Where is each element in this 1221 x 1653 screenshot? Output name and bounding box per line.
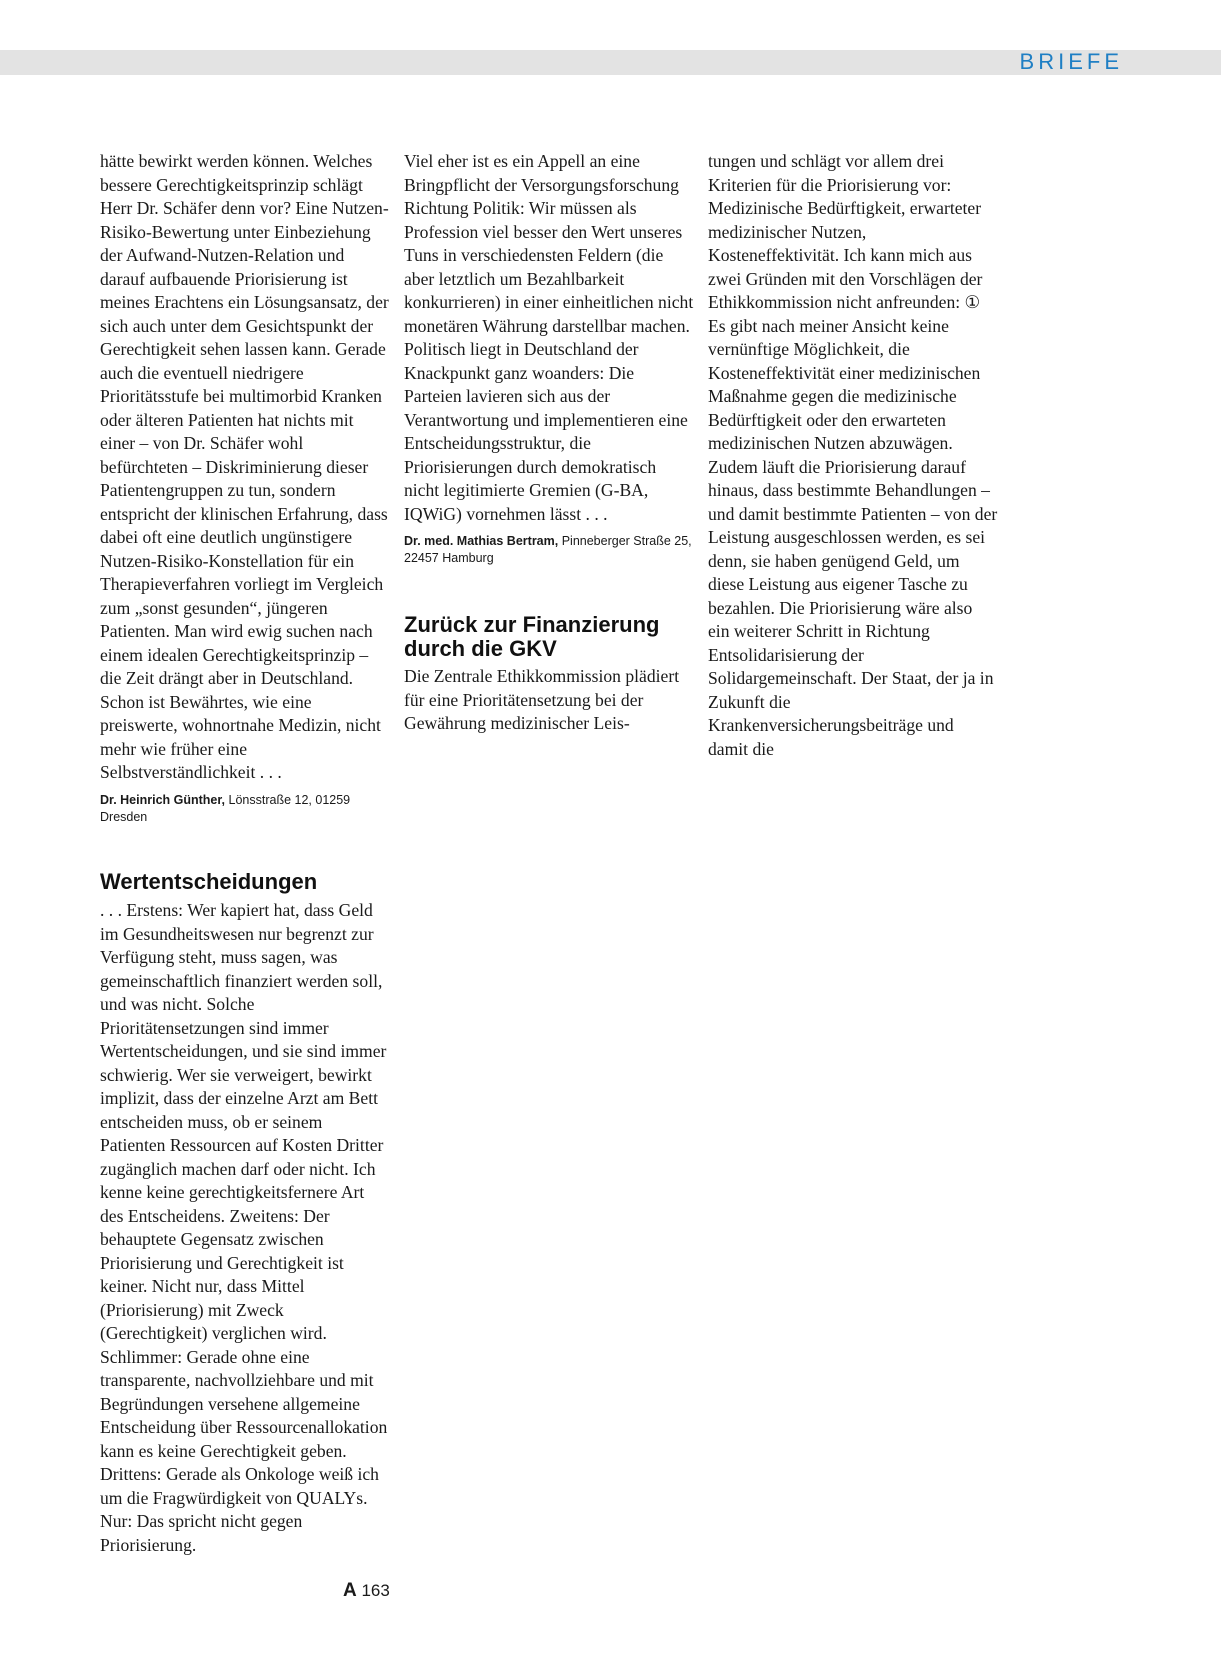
letter-wertentscheidungen [100, 899, 390, 1557]
letter-finanzierung-intro [404, 665, 694, 736]
letter-signature [404, 533, 694, 567]
letter-finanzierung-continued [708, 150, 998, 761]
signature-author: Dr. med. Mathias Bertram, [404, 534, 559, 548]
section-label: BRIEFE [1019, 49, 1123, 74]
page-number-value: 163 [361, 1581, 390, 1600]
letter-body: hätte bewirkt werden können. Welches bessere Gerechtigkeitsprinzip schlägt Herr Dr. Schäfer denn vor? Eine Nutzen-Risiko-Bewertung unter Einbeziehung der Aufwand-Nutzen-Relation und darauf aufbauende Priorisierung ist meines Erachtens ein Lösungsansatz, der sich auch unter dem Gesichtspunkt der Gerechtigkeit sehen lassen kann. Gerade auch die eventuell niedrigere Prioritätsstufe bei multimorbid Kranken oder älteren Patienten hat nichts mit einer – von Dr. Schäfer wohl befürchteten – Diskriminierung dieser Patientengruppen zu tun, sondern entspricht der klinischen Erfahrung, dass dabei oft eine deutlich ungünstigere Nutzen-Risiko-Konstellation für ein Therapieverfahren vorliegt im Vergleich zum „sonst gesunden“, jüngeren Patienten. Man wird ewig suchen nach einem idealen Gerechtigkeitsprinzip – die Zeit drängt aber in Deutschland. Schon ist Bewährtes, wie eine preiswerte, wohnortnahe Medizin, nicht mehr wie früher eine Selbstverständlichkeit . . . [100, 151, 389, 782]
signature-author: Dr. Heinrich Günther, [100, 792, 226, 807]
page-number [343, 1580, 390, 1602]
letter-body: tungen und schlägt vor allem drei Kriterien für die Priorisierung vor: Medizinische Bedürftigkeit, erwarteter medizinischer Nutzen, Kosteneffektivität. Ich kann mich aus zwei Gründen mit den Vorschlägen der Ethikkommission nicht anfreunden: ① Es gibt nach meiner Ansicht keine vernünftige Möglichkeit, die Kosteneffektivität einer medizinischen Maßnahme gegen die medizinische Bedürftigkeit oder den erwarteten medizinischen Nutzen abzuwägen. Zudem läuft die Priorisierung darauf hinaus, dass bestimmte Behandlungen – und damit bestimmte Patienten – von der Leistung ausgeschlossen werden, es sei denn, sie haben genügend Geld, um diese Leistung aus eigener Tasche zu bezahlen. Die Priorisierung wäre also ein weiterer Schritt in Richtung Entsolidarisierung der Solidargemeinschaft. Der Staat, der ja in Zukunft die Krankenversicherungsbeiträge und damit die [708, 151, 998, 759]
letter-gunther [100, 150, 390, 826]
letter-heading: Zurück zur Finanzierung durch die GKV [404, 612, 660, 661]
letter-heading: Wertentscheidungen [100, 869, 318, 894]
signature-address: Pinneberger Straße 25, 22457 Hamburg [404, 534, 692, 565]
signature-address: Lönsstraße 12, 01259 Dresden [100, 792, 351, 824]
letter-bertram [404, 150, 694, 567]
letter-signature [100, 792, 390, 826]
letter-body: Viel eher ist es ein Appell an eine Bringpflicht der Versorgungsforschung Richtung Politik: Wir müssen als Profession viel besser den Wert unseres Tuns in verschiedensten Feldern (die aber letztlich um Bezahlbarkeit konkurrieren) in einer einheitlichen nicht monetären Währung darstellbar machen. Politisch liegt in Deutschland der Knackpunkt ganz woanders: Die Parteien lavieren sich aus der Verantwortung und implementieren eine Entscheidungsstruktur, die Priorisierungen durch demokratisch nicht legitimierte Gremien (G-BA, IQWiG) vornehmen lässt . . . [404, 151, 694, 524]
letter-body: Die Zentrale Ethikkommission plädiert für eine Prioritätensetzung bei der Gewährung medizinischer Leis- [404, 666, 680, 733]
letter-body: . . . Erstens: Wer kapiert hat, dass Geld im Gesundheitswesen nur begrenzt zur Verfügung steht, muss sagen, was gemeinschaftlich finanziert werden soll, und was nicht. Solche Prioritätensetzungen sind immer Wertentscheidungen, und sie sind immer schwierig. Wer sie verweigert, bewirkt implizit, dass der einzelne Arzt am Bett entscheiden muss, ob er seinem Patienten Ressourcen auf Kosten Dritter zugänglich machen darf oder nicht. Ich kenne keine gerechtigkeitsfernere Art des Entscheidens. Zweitens: Der behauptete Gegensatz zwischen Priorisierung und Gerechtigkeit ist keiner. Nicht nur, dass Mittel (Priorisierung) mit Zweck (Gerechtigkeit) verglichen wird. Schlimmer: Gerade ohne eine transparente, nachvollziehbare und mit Begründungen versehene allgemeine Entscheidung über Ressourcenallokation kann es keine Gerechtigkeit geben. Drittens: Gerade als Onkologe weiß ich um die Fragwürdigkeit von QUALYs. Nur: Das spricht nicht gegen Priorisierung. [100, 900, 388, 1555]
page-prefix: A [343, 1580, 357, 1601]
